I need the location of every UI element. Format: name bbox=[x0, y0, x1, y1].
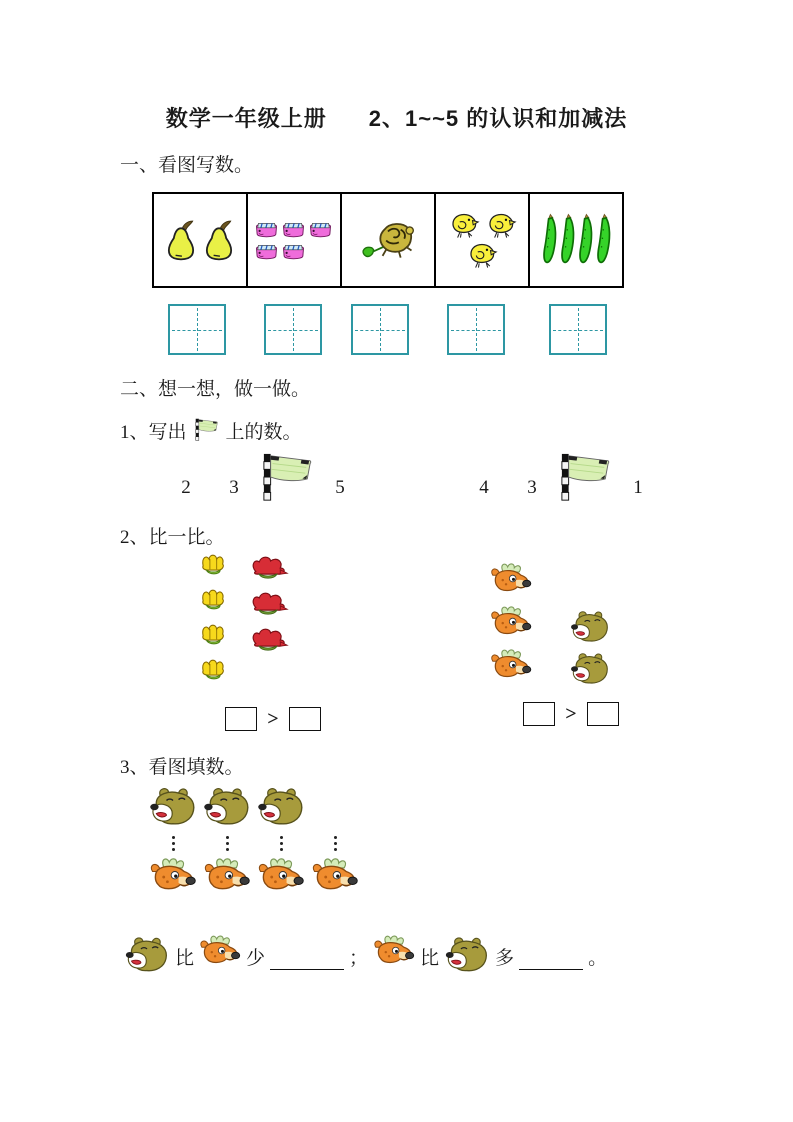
deer-icon bbox=[309, 856, 361, 900]
sentence-separator: ； bbox=[349, 948, 369, 969]
connector-cell bbox=[146, 834, 200, 852]
sentence-text: 比 bbox=[175, 948, 195, 969]
yellow-flower-icon bbox=[198, 657, 232, 683]
sequence-number: 4 bbox=[479, 477, 489, 498]
bowl-icon bbox=[281, 219, 306, 239]
q1-suffix: 上的数。 bbox=[225, 421, 302, 443]
sentence-text: 比 bbox=[420, 948, 440, 969]
writing-grid[interactable] bbox=[264, 304, 322, 355]
comparator-symbol: > bbox=[267, 707, 279, 730]
section2-heading: 二、想一想，做一做。 bbox=[120, 379, 311, 400]
table-cell-pears bbox=[154, 194, 246, 286]
deer-icon bbox=[255, 856, 307, 900]
writing-grids bbox=[0, 304, 793, 358]
sentence-text: 少 bbox=[246, 948, 266, 969]
connector-cell bbox=[200, 834, 254, 852]
question1-label bbox=[120, 415, 302, 445]
matching-figure bbox=[146, 786, 362, 900]
match-cell bbox=[200, 856, 254, 900]
question3-label: 3、看图填数。 bbox=[120, 757, 244, 778]
dog-icon bbox=[562, 652, 618, 686]
title-lesson: 2、1~~5 的认识和加减法 bbox=[368, 106, 628, 131]
flag-icon bbox=[193, 415, 220, 445]
chick-icon bbox=[484, 212, 518, 239]
yellow-flower-icon bbox=[198, 552, 232, 578]
pear-group bbox=[163, 218, 237, 262]
sequence-number: 2 bbox=[181, 477, 191, 498]
sequence-number: 5 bbox=[335, 477, 345, 498]
table-cell-cucumbers bbox=[528, 194, 622, 286]
flag-sequence-2 bbox=[460, 452, 662, 504]
animal-columns bbox=[486, 562, 656, 686]
match-cell bbox=[200, 786, 254, 828]
match-cell bbox=[146, 786, 200, 828]
red-flower-icon bbox=[246, 554, 290, 582]
cucumber-icon bbox=[541, 210, 558, 270]
deer-icon bbox=[147, 856, 199, 900]
sequence-number: 3 bbox=[229, 477, 239, 498]
bowl-icon bbox=[254, 241, 279, 261]
pear-icon bbox=[201, 218, 237, 262]
red-flower-icon bbox=[246, 626, 290, 654]
fill-blank-sentence bbox=[122, 932, 610, 974]
deer-icon bbox=[197, 932, 243, 974]
cucumber-icon bbox=[559, 210, 576, 270]
title-course: 数学一年级上册 bbox=[165, 106, 327, 131]
dog-icon bbox=[201, 786, 253, 828]
writing-grid[interactable] bbox=[549, 304, 607, 355]
match-cell bbox=[146, 856, 200, 900]
deer-column bbox=[486, 562, 536, 686]
dog-icon bbox=[255, 786, 307, 828]
writing-grid[interactable] bbox=[168, 304, 226, 355]
red-flower-icon bbox=[246, 590, 290, 618]
bowl-icon bbox=[254, 219, 279, 239]
dotted-connector bbox=[334, 836, 337, 851]
deer-icon bbox=[371, 932, 417, 974]
dotted-connector bbox=[280, 836, 283, 851]
connector-row bbox=[146, 834, 362, 852]
chick-icon bbox=[465, 242, 499, 269]
chick-icon bbox=[447, 212, 481, 239]
dog-column bbox=[562, 610, 618, 686]
dog-row bbox=[146, 786, 362, 828]
answer-blank[interactable] bbox=[519, 939, 583, 970]
compare-group-animals bbox=[486, 562, 656, 726]
yellow-flower-column bbox=[198, 552, 232, 683]
pear-icon bbox=[163, 218, 199, 262]
dog-icon bbox=[562, 610, 618, 644]
sentence-text: 多 bbox=[495, 948, 515, 969]
page-title bbox=[0, 102, 793, 133]
deer-row bbox=[146, 856, 362, 900]
flag-number-rows bbox=[162, 452, 662, 504]
comparison-answer bbox=[486, 702, 656, 726]
deer-icon bbox=[201, 856, 253, 900]
sequence-number: 3 bbox=[527, 477, 537, 498]
table-cell-chicks bbox=[434, 194, 528, 286]
turtle-group bbox=[359, 217, 417, 264]
sequence-number: 1 bbox=[633, 477, 643, 498]
sentence-text: 。 bbox=[588, 948, 608, 969]
bowl-icon bbox=[281, 241, 306, 261]
comparator-symbol: > bbox=[565, 702, 577, 725]
bowl-icon bbox=[308, 219, 333, 239]
answer-box[interactable] bbox=[289, 707, 321, 731]
answer-box[interactable] bbox=[523, 702, 555, 726]
match-cell bbox=[254, 856, 308, 900]
cucumber-group bbox=[541, 210, 612, 270]
connector-cell bbox=[308, 834, 362, 852]
deer-icon bbox=[486, 562, 536, 600]
flag-icon[interactable] bbox=[258, 452, 316, 504]
writing-grid[interactable] bbox=[351, 304, 409, 355]
yellow-flower-icon bbox=[198, 622, 232, 648]
section1-heading: 一、看图写数。 bbox=[120, 155, 254, 176]
match-cell bbox=[254, 786, 308, 828]
bowl-group bbox=[251, 219, 338, 261]
table-cell-bowls bbox=[246, 194, 340, 286]
deer-icon bbox=[486, 605, 536, 643]
comparison-answer bbox=[198, 707, 348, 731]
yellow-flower-icon bbox=[198, 587, 232, 613]
dotted-connector bbox=[172, 836, 175, 851]
cucumber-icon bbox=[595, 210, 612, 270]
dotted-connector bbox=[226, 836, 229, 851]
match-cell bbox=[308, 856, 362, 900]
dog-icon bbox=[147, 786, 199, 828]
connector-cell bbox=[254, 834, 308, 852]
picture-table bbox=[152, 192, 624, 288]
flag-icon[interactable] bbox=[556, 452, 614, 504]
answer-blank[interactable] bbox=[270, 939, 344, 970]
q1-prefix: 1、写出 bbox=[120, 421, 187, 443]
flag-sequence-1 bbox=[162, 452, 364, 504]
flower-columns bbox=[198, 552, 348, 683]
red-flower-column bbox=[246, 554, 290, 654]
answer-box[interactable] bbox=[225, 707, 257, 731]
compare-group-flowers bbox=[198, 552, 348, 731]
dog-icon bbox=[442, 936, 492, 974]
writing-grid[interactable] bbox=[447, 304, 505, 355]
dog-icon bbox=[122, 936, 172, 974]
deer-icon bbox=[486, 648, 536, 686]
answer-box[interactable] bbox=[587, 702, 619, 726]
chick-group bbox=[443, 212, 521, 269]
question2-label: 2、比一比。 bbox=[120, 527, 225, 548]
cucumber-icon bbox=[577, 210, 594, 270]
table-cell-turtle bbox=[340, 194, 434, 286]
turtle-icon bbox=[359, 217, 417, 264]
